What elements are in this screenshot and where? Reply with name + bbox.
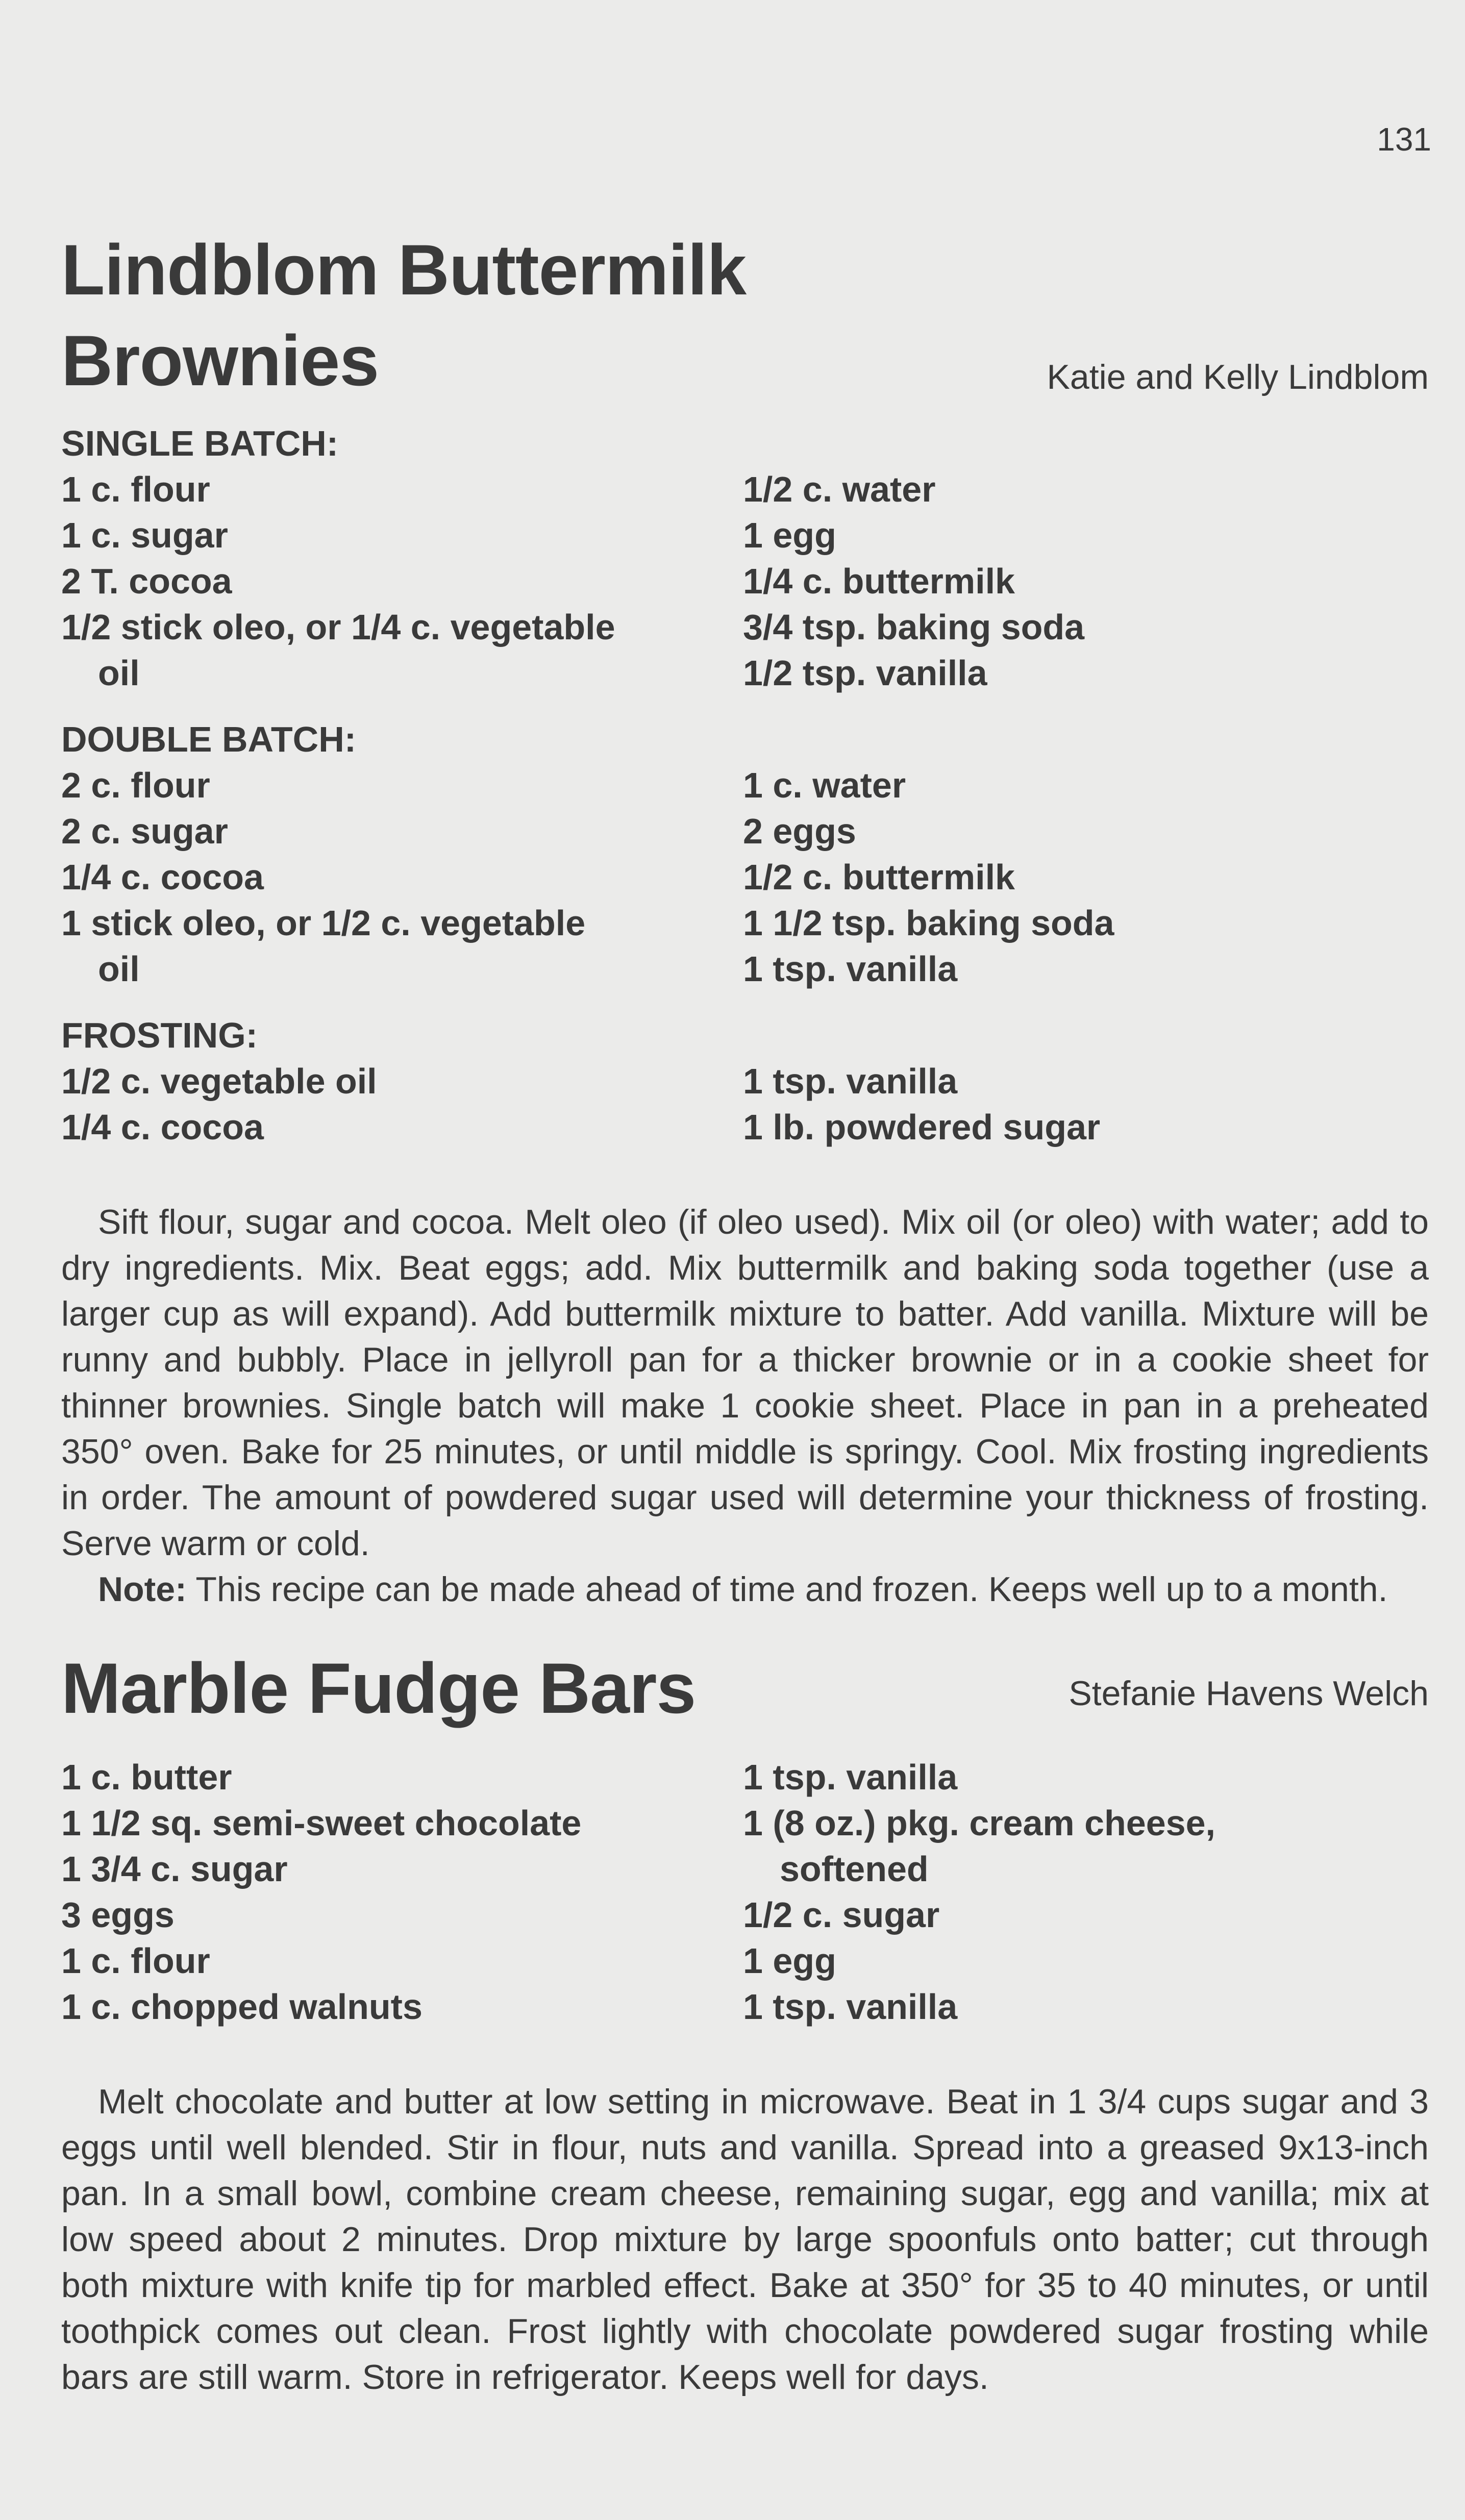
ingredients-right: [743, 1754, 1429, 2030]
section-double-batch: [61, 716, 1429, 992]
ingredient: 1 c. chopped walnuts: [61, 1987, 423, 2027]
recipe-title: Marble Fudge Bars: [61, 1648, 696, 1728]
ingredient: 1 c. butter: [61, 1757, 232, 1797]
ingredients-left: [61, 1754, 743, 2030]
ingredient: 1 tsp. vanilla: [743, 949, 958, 989]
ingredient: 1 tsp. vanilla: [743, 1061, 958, 1101]
ingredient: 1/2 c. water: [743, 469, 936, 509]
ingredient: 1 1/2 sq. semi-sweet chocolate: [61, 1803, 582, 1843]
ingredient: 1 tsp. vanilla: [743, 1987, 958, 2027]
ingredient-continuation: oil: [98, 949, 140, 989]
ingredient: 1/2 c. sugar: [743, 1895, 940, 1935]
ingredient: 1 egg: [743, 1941, 836, 1981]
ingredients-right: [743, 466, 1429, 696]
ingredient: 3/4 tsp. baking soda: [743, 607, 1085, 647]
ingredient: 1/2 c. vegetable oil: [61, 1061, 377, 1101]
ingredient: 1 c. sugar: [61, 515, 228, 555]
ingredient: 1/2 stick oleo, or 1/4 c. vegetable: [61, 607, 615, 647]
ingredient: 1 c. flour: [61, 469, 210, 509]
section-heading: FROSTING:: [61, 1015, 258, 1055]
ingredient: 2 eggs: [743, 811, 856, 851]
directions-text: Melt chocolate and butter at low setting in microwave. Beat in 1 3/4 cups sugar and 3 eggs until well blended. Stir in flour, nuts and vanilla. Spread into a greased 9x13-inch pan. In a small bowl, combine cream cheese, remaining sugar, egg and vanilla; mix at low speed about 2 minutes. Drop mixture by large spoonfuls onto batter; cut through both mixture with knife tip for marbled effect. Bake at 350° for 35 to 40 minutes, or until toothpick comes out clean. Frost lightly with chocolate powdered sugar frosting while bars are still warm. Store in refrigerator. Keeps well for days.: [61, 2082, 1429, 2397]
recipe-title-line2: Brownies: [61, 320, 379, 401]
recipe-author: Katie and Kelly Lindblom: [1047, 358, 1429, 396]
ingredient: 1/4 c. buttermilk: [743, 561, 1015, 601]
ingredients-left: [61, 762, 743, 992]
ingredient: 1/2 c. buttermilk: [743, 857, 1015, 897]
ingredients-left: [61, 466, 743, 696]
ingredient: 1 c. water: [743, 765, 906, 805]
ingredient: 1 tsp. vanilla: [743, 1757, 958, 1797]
ingredient-continuation: oil: [98, 653, 140, 693]
ingredient: 1/4 c. cocoa: [61, 857, 264, 897]
ingredient: 2 c. flour: [61, 765, 210, 805]
ingredients-left: [61, 1058, 743, 1150]
ingredient: 1/4 c. cocoa: [61, 1107, 264, 1147]
ingredient: 1 egg: [743, 515, 836, 555]
ingredients-right: [743, 762, 1429, 992]
ingredient: 3 eggs: [61, 1895, 175, 1935]
ingredient-continuation: softened: [780, 1849, 929, 1889]
section-heading: DOUBLE BATCH:: [61, 719, 357, 759]
note: [61, 1566, 1429, 1612]
recipe-lindblom-brownies: [61, 224, 1429, 1612]
section-frosting: [61, 1012, 1429, 1150]
directions: [61, 2079, 1429, 2400]
ingredient: 1 c. flour: [61, 1941, 210, 1981]
ingredient: 1 (8 oz.) pkg. cream cheese,: [743, 1803, 1215, 1843]
ingredient: 1 1/2 tsp. baking soda: [743, 903, 1114, 943]
ingredient: 1/2 tsp. vanilla: [743, 653, 987, 693]
section-single-batch: [61, 420, 1429, 696]
note-label: Note:: [98, 1570, 187, 1609]
page-number: 131: [1377, 121, 1431, 158]
recipe-marble-fudge-bars: [61, 1643, 1429, 2400]
ingredient: 2 c. sugar: [61, 811, 228, 851]
recipe-title-line1: Lindblom Buttermilk: [61, 230, 747, 310]
section-heading: SINGLE BATCH:: [61, 423, 339, 463]
ingredient: 2 T. cocoa: [61, 561, 232, 601]
directions: [61, 1199, 1429, 1612]
ingredient: 1 stick oleo, or 1/2 c. vegetable: [61, 903, 586, 943]
ingredient: 1 3/4 c. sugar: [61, 1849, 288, 1889]
recipe-author: Stefanie Havens Welch: [1069, 1674, 1429, 1713]
ingredient: 1 lb. powdered sugar: [743, 1107, 1101, 1147]
ingredients: [61, 1754, 1429, 2030]
ingredients-right: [743, 1058, 1429, 1150]
note-text: This recipe can be made ahead of time and frozen. Keeps well up to a month.: [186, 1570, 1388, 1609]
directions-text: Sift flour, sugar and cocoa. Melt oleo (if oleo used). Mix oil (or oleo) with water; add to dry ingredients. Mix. Beat eggs; add. Mix buttermilk and baking soda together (use a larger cup as will expand). Add buttermilk mixture to batter. Add vanilla. Mixture will be runny and bubbly. Place in jellyroll pan for a thicker brownie or in a cookie sheet for thinner brownies. Single batch will make 1 cookie sheet. Place in pan in a preheated 350° oven. Bake for 25 minutes, or until middle is springy. Cool. Mix frosting ingredients in order. The amount of powdered sugar used will determine your thickness of frosting. Serve warm or cold.: [61, 1203, 1429, 1563]
